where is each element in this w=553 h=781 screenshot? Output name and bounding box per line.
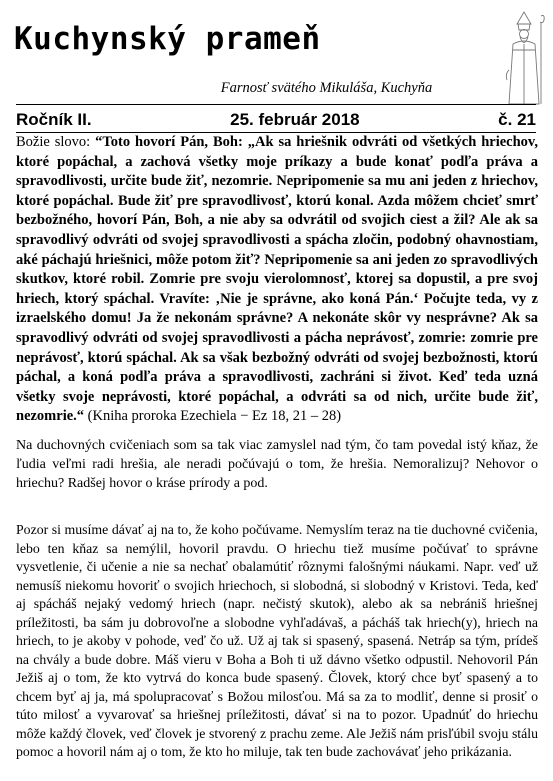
- issue-number: č. 21: [498, 110, 536, 129]
- volume-label: Ročník II.: [16, 110, 92, 129]
- article-paragraph: Pozor si musíme dávať aj na to, že koho počúvame. Nemyslím teraz na tie duchovné cvičenia, lebo ten kňaz sa nemýlil, hovoril pravdu. O hriechu tiež musíme počúvať to správne vysvetlenie, či učenie a nie sa nechať obalamútiť rôznymi falošnými náukami. Napr. veď už nemusíš niekomu hovoriť o svojich hriechoch, si slobodná, si slobodný v Kristovi. Teda, keď aj spácháš nejaký vedomý hriech (napr. nečistý skutok), alebo ak sa nebrániš hriešnej príležitosti, ba sám ju dobrovoľne a slobodne vyhľadávaš, a pácháš tak hriech(y), hriech na hriech, to je akoby v pohode, veď čo už. Už aj tak si spasený, spasená. Netráp sa tým, prídeš na chvály a bude dobre. Máš vieru v Boha a Boh ti už dávno všetko odpustil. Nehovoril Pán Ježiš aj o tom, že kto vytrvá do konca bude spasený. Človek, ktorý chce byť spasený a to chcem byť aj ja, má spolupracovať s Božou milosťou. Má sa za to modliť, denne si prosiť o túto milosť a vyvarovať sa hriešnej príležitosti, dávať si na to pozor. Upadnúť do hriechu môže každý človek, veď človek je stvorený z prachu zeme. Ale Ježiš nám prisľúbil svoju stálu pomoc a hovoril nám aj o tom, že kto ho miluje, tak ten bude zachovávať jeho prikázania.: [16, 522, 538, 759]
- article-paragraph: Na duchovných cvičeniach som sa tak viac zamyslel nad tým, čo tam povedal istý kňaz, že ľudia veľmi radi hrešia, ale neradi počúvajú o tom, že hrešia. Nemoralizuj? Nehovor o hriechu? Radšej hovor o kráse prírody a pod.: [16, 438, 538, 491]
- gospel-label: Božie slovo:: [16, 134, 96, 150]
- masthead: [14, 14, 494, 64]
- gospel-source: (Kniha proroka Ezechiela − Ez 18, 21 – 28): [84, 408, 342, 425]
- newsletter-title: Kuchynský prameň: [14, 21, 321, 57]
- gospel-reading: [16, 133, 538, 427]
- gospel-quote: “Toto hovorí Pán, Boh: „Ak sa hriešnik odvráti od všetkých hriechov, ktoré popáchal, a zachová všetky moje príkazy a bude konať podľa práva a spravodlivosti, určite bude žiť, nezomrie. Nepripomenie sa mu ani jeden z hriechov, ktoré popáchal. Bude žiť pre spravodlivosť, ktorú konal. Azda môžem chcieť smrť bezbožného, hovorí Pán, Boh, a nie aby sa odvrátil od svojich ciest a žil? Ale ak sa spravodlivý odvráti od svojej spravodlivosti a spácha zločin, podobný ohavnostiam, aké páchajú hriešnici, môže potom žiť? Nepripomenie sa ani jeden zo spravodlivých skutkov, ktoré robil. Zomrie pre svoju vierolomnosť, ktorej sa dopustil, a pre svoj hriech, ktorý spáchal. Vravíte: ‚Nie je správne, ako koná Pán.‘ Počujte teda, vy z izraelského domu! Ja že nekonám správne? A nekonáte skôr vy nesprávne? Ak sa spravodlivý odvráti od svojej spravodlivosti a pácha neprávosť, zomrie: zomrie pre neprávosť, ktorú spáchal. Ak sa však bezbožný odvráti od svojej bezbožnosti, ktorú páchal, a koná podľa práva a spravodlivosti, zachráni si život. Keď teda uzná všetky svoje neprávosti, ktoré popáchal, a odvráti sa od nich, určite bude žiť, nezomrie.“: [16, 134, 538, 425]
- issue-date: 25. február 2018: [230, 110, 360, 129]
- issue-info-bar: [16, 109, 536, 131]
- header-divider-top: [16, 104, 536, 105]
- parish-name: Farnosť svätého Mikuláša, Kuchyňa: [220, 80, 433, 96]
